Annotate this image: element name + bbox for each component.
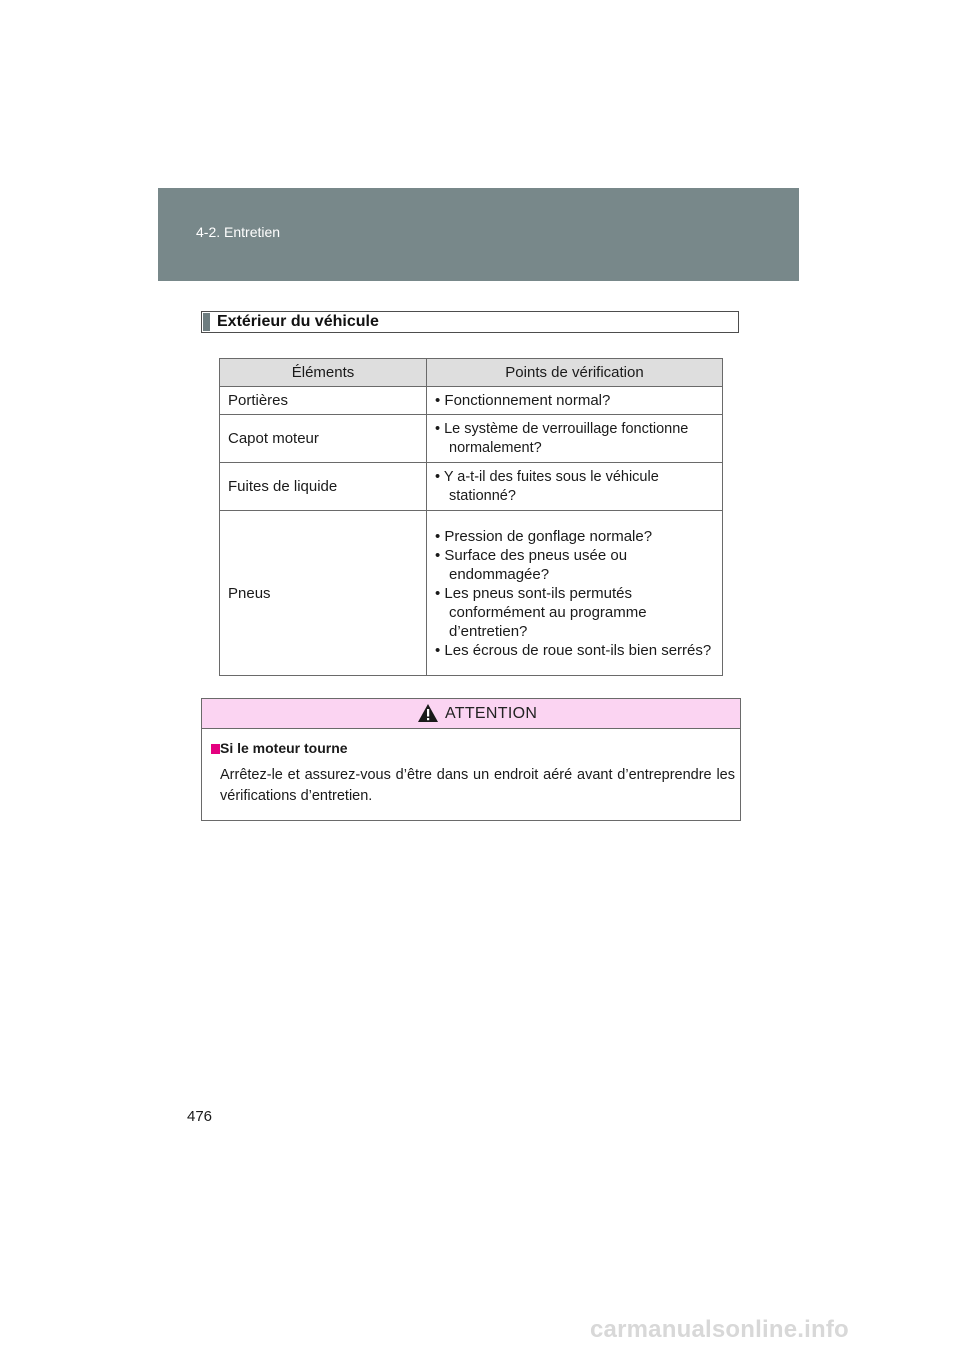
row-checks [427,511,723,676]
row-item-label: Portières [220,387,427,415]
table-row [220,511,723,676]
column-header-items: Éléments [220,359,427,387]
page-number: 476 [187,1108,213,1125]
section-heading-bar [203,313,210,331]
attention-body: Arrêtez-le et assurez-vous d’être dans un endroit aéré avant d’entreprendre les vérifications d’entretien. [220,767,735,804]
check-item: • Pression de gonflage normale? [435,527,653,545]
row-item-label: Capot moteur [220,415,427,463]
section-title: Extérieur du véhicule [217,313,379,330]
inspection-table [219,358,723,676]
check-item: • Fonctionnement normal? [435,392,611,409]
section-heading [201,311,739,333]
attention-title: ATTENTION [445,705,538,722]
attention-subheading: Si le moteur tourne [220,740,348,756]
row-item-label: Fuites de liquide [220,463,427,511]
watermark: carmanualsonline.info [590,1316,849,1343]
attention-header [202,699,740,729]
warning-triangle-icon [417,703,439,723]
chapter-header-band [158,188,799,281]
check-item: • Les pneus sont-ils permutés conformément au programme d’entretien? [435,584,647,640]
row-checks [427,463,723,511]
check-item: • Y a-t-il des fuites sous le véhicule stationné? [435,468,659,504]
row-checks [427,387,723,415]
table-row [220,415,723,463]
row-checks [427,415,723,463]
check-item: • Les écrous de roue sont-ils bien serrés? [435,641,712,659]
check-item: • Le système de verrouillage fonctionne normalement? [435,420,689,456]
column-header-checks: Points de vérification [427,359,723,387]
check-item: • Surface des pneus usée ou endommagée? [435,546,628,583]
row-item-label: Pneus [220,511,427,676]
table-row [220,463,723,511]
attention-box [201,698,741,821]
square-bullet-icon [211,744,220,754]
table-row [220,387,723,415]
section-label: 4-2. Entretien [196,224,281,240]
table-header-row [220,359,723,387]
